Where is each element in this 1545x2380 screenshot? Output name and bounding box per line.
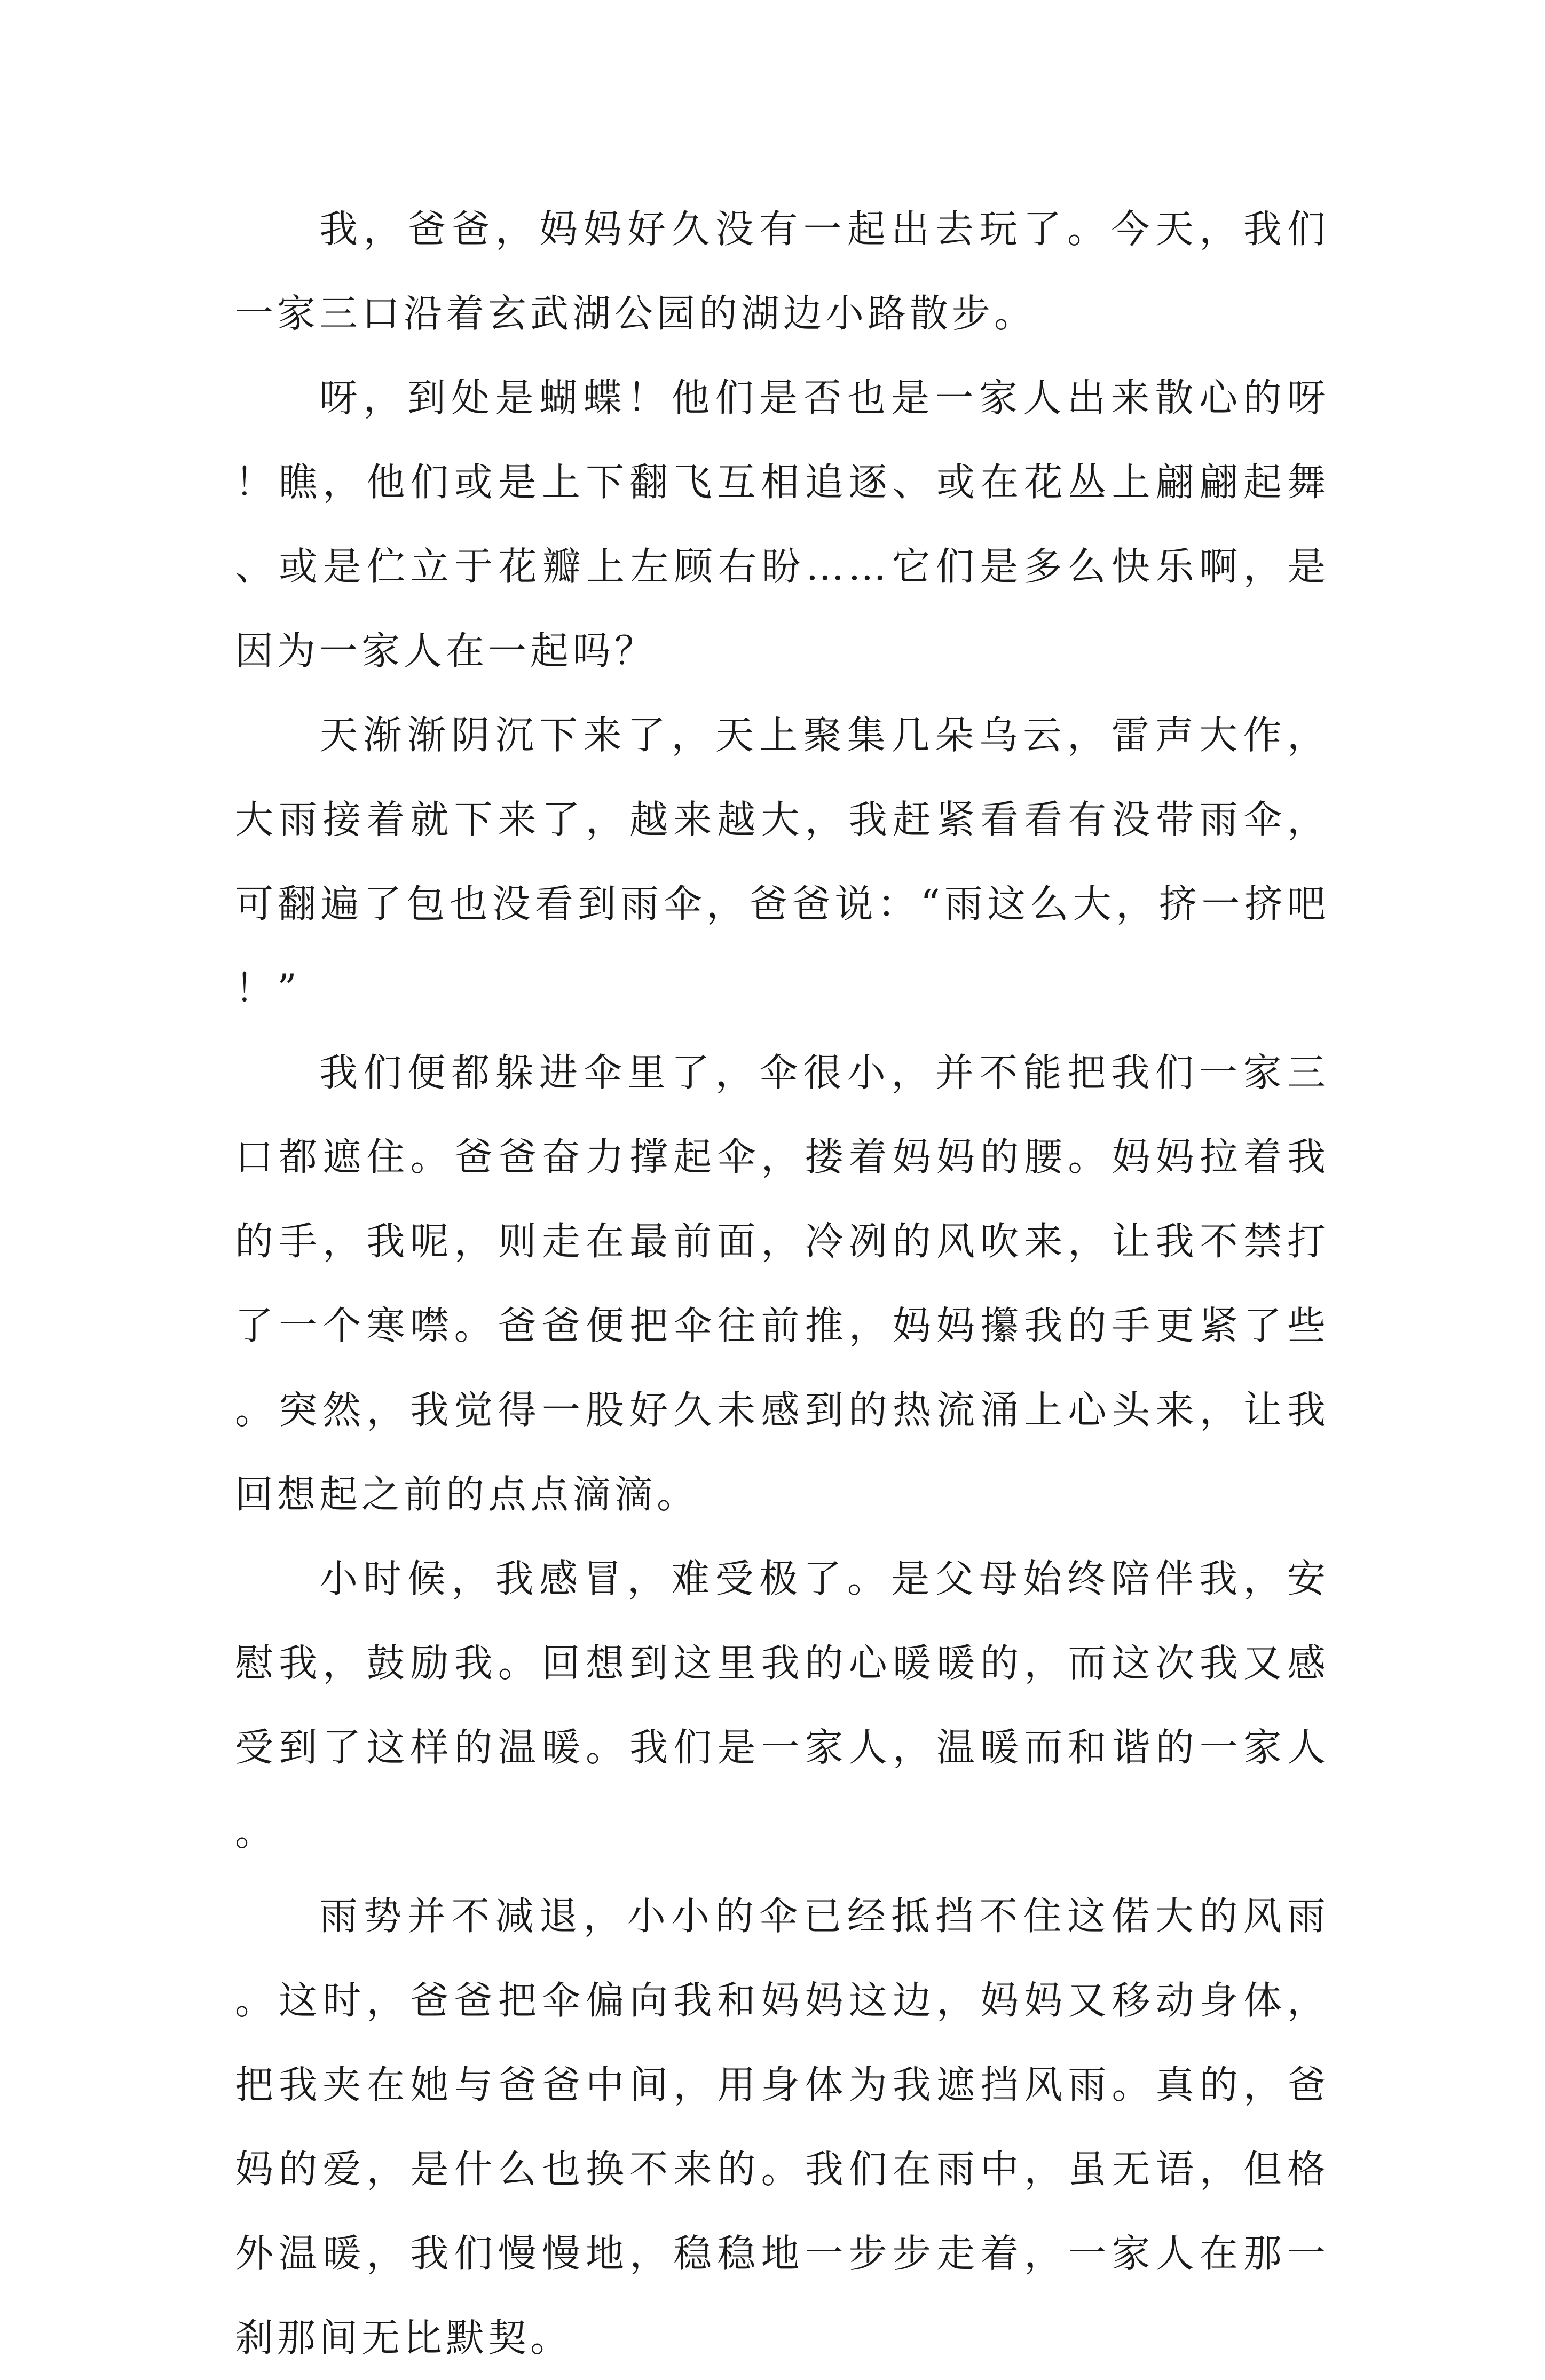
paragraph-2: 呀，到处是蝴蝶！他们是否也是一家人出来散心的呀！瞧，他们或是上下翻飞互相追逐、或在花丛上翩翩起舞、或是伫立于花瓣上左顾右盼……它们是多么快乐啊，是因为一家人在一起吗？ — [235, 375, 1329, 673]
paragraph-4: 我们便都躲进伞里了，伞很小，并不能把我们一家三口都遮住。爸爸奋力撑起伞，搂着妈妈的腰。妈妈拉着我的手，我呢，则走在最前面，冷冽的风吹来，让我不禁打了一个寒噤。爸爸便把伞往前推，妈妈攥我的手更紧了些。突然，我觉得一股好久未感到的热流涌上心头来，让我回想起之前的点点滴滴。 — [235, 1050, 1329, 1517]
paragraph-1: 我，爸爸，妈妈好久没有一起出去玩了。今天，我们一家三口沿着玄武湖公园的湖边小路散步。 — [235, 207, 1329, 336]
paragraph-6: 雨势并不减退，小小的伞已经抵挡不住这偌大的风雨。这时，爸爸把伞偏向我和妈妈这边，妈妈又移动身体，把我夹在她与爸爸中间，用身体为我遮挡风雨。真的，爸妈的爱，是什么也换不来的。我们在雨中，虽无语，但格外温暖，我们慢慢地，稳稳地一步步走着，一家人在那一刹那间无比默契。 — [235, 1894, 1329, 2360]
paragraph-3: 天渐渐阴沉下来了，天上聚集几朵乌云，雷声大作，大雨接着就下来了，越来越大，我赶紧看看有没带雨伞，可翻遍了包也没看到雨伞，爸爸说：“雨这么大，挤一挤吧！” — [235, 713, 1329, 1011]
paragraph-5: 小时候，我感冒，难受极了。是父母始终陪伴我，安慰我，鼓励我。回想到这里我的心暖暖的，而这次我又感受到了这样的温暖。我们是一家人，温暖而和谐的一家人。 — [235, 1556, 1329, 1854]
essay-body — [235, 187, 1329, 2380]
